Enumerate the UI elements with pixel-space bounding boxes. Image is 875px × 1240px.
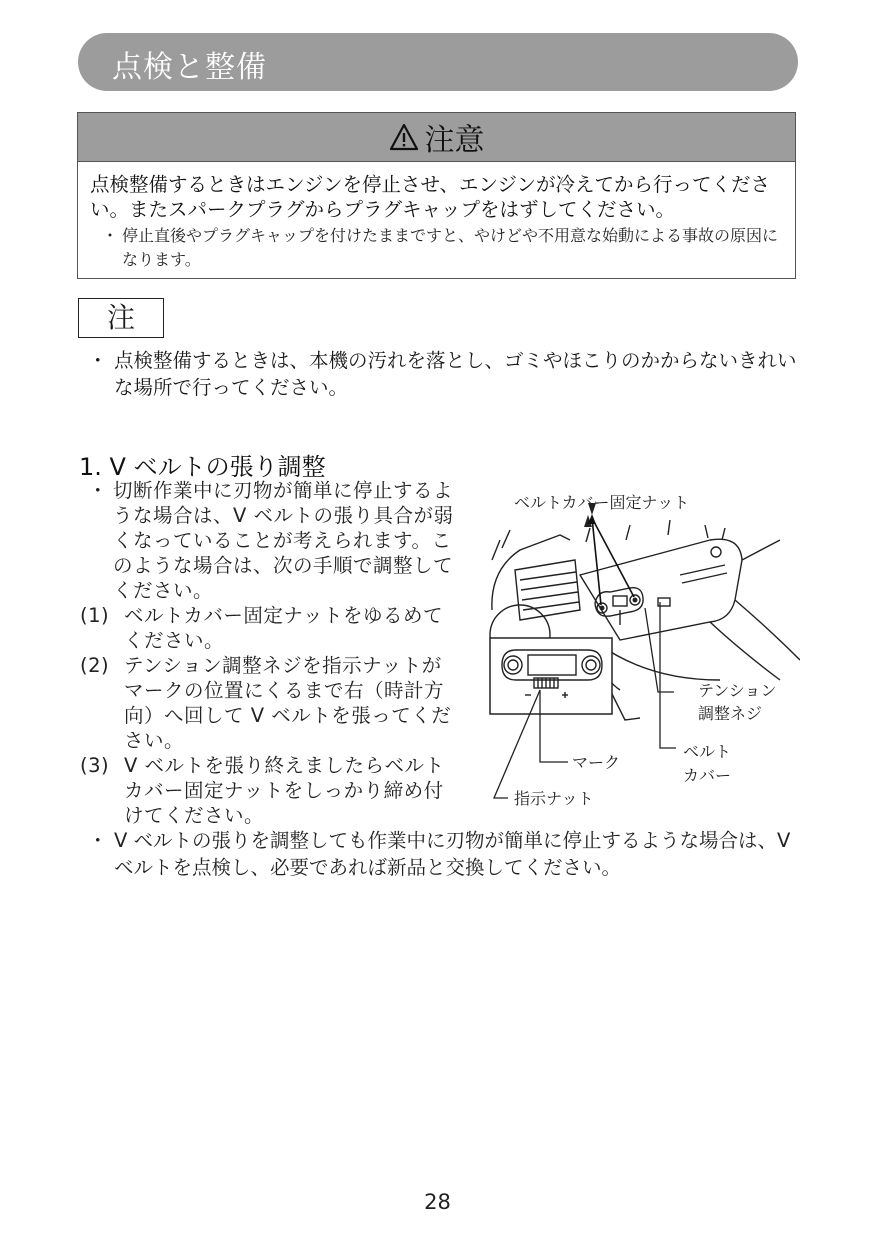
caution-box [77,112,796,279]
intro-text: 切断作業中に刃物が簡単に停止するような場合は、V ベルトの張り具合が弱くなっていることが考えられます。このような場合は、次の手順で調整してください。 [113,479,454,602]
bullet: ・ [88,829,108,852]
step-text: ベルトカバー固定ナットをゆるめてください。 [124,604,444,652]
step-item [80,653,456,753]
caution-header [78,113,795,162]
caution-label: 注意 [424,123,485,158]
caution-sub-text: 停止直後やプラグキャップを付けたままですと、やけどや不用意な始動による事故の原因になります。 [122,226,779,269]
step-number: (2) [80,654,110,677]
procedure-list [80,478,456,828]
bullet: ・ [102,226,119,245]
indicator-nut-label: 指示ナット [514,789,594,808]
section-header [78,33,798,91]
caution-sub-item [102,224,792,272]
note-label: 注 [78,298,164,338]
warning-icon [389,122,419,152]
step-number: (3) [80,754,110,777]
step-text: テンション調整ネジを指示ナットがマークの位置にくるまで右（時計方向）へ回して V ベルトを張ってください。 [124,654,452,752]
bullet: ・ [88,479,109,502]
closing-note [88,827,800,881]
step-item [80,753,456,828]
machine-illustration [480,480,800,820]
caution-main-text: 点検整備するときはエンジンを停止させ、エンジンが冷えてから行ってください。またスパークプラグからプラグキャップをはずしてください。 [90,173,770,221]
step-number: (1) [80,604,110,627]
tension-screw-label-1: テンション [698,681,777,700]
section-title: 点検と整備 [112,50,267,85]
belt-cover-label-1: ベルト [683,742,732,761]
belt-cover-nut-label: ベルトカバー固定ナット [514,493,690,512]
step-text: V ベルトを張り終えましたらベルトカバー固定ナットをしっかり締め付けてください。 [124,754,445,827]
tension-screw-label-2: 調整ネジ [698,704,763,723]
note-text: 点検整備するときは、本機の汚れを落とし、ゴミやほこりのかからないきれいな場所で行ってください。 [114,349,797,399]
page-number: 28 [424,1190,451,1214]
belt-adjustment-figure [480,480,800,820]
mark-label: マーク [572,753,621,772]
note-item [88,347,800,401]
closing-text: V ベルトの張りを調整しても作業中に刃物が簡単に停止するような場合は、V ベルトを点検し、必要であれば新品と交換してください。 [114,829,791,879]
section-heading: 1. V ベルトの張り調整 [79,453,326,481]
step-item [80,603,456,653]
belt-cover-label-2: カバー [683,766,732,785]
intro-item [80,478,456,603]
bullet: ・ [88,349,108,372]
